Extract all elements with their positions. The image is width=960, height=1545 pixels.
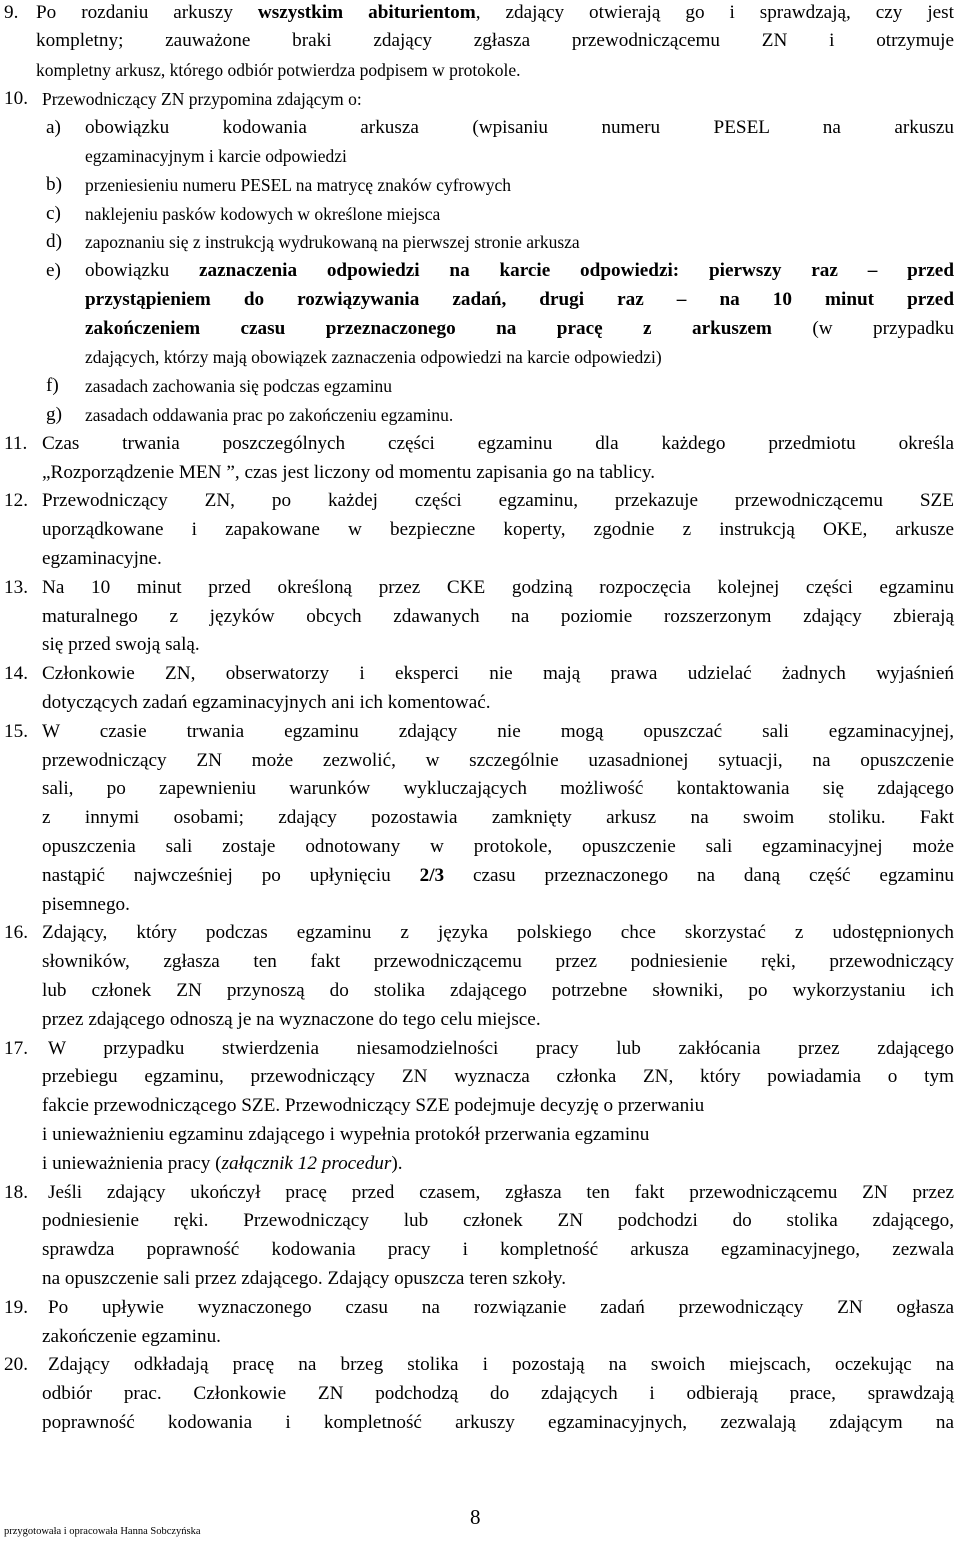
paragraph-line: W czasie trwania egzaminu zdający nie mogą opuszczać sali egzaminacyjnej, <box>42 721 954 742</box>
paragraph-line: egzaminacyjnym i karcie odpowiedzi <box>85 146 347 166</box>
item-number: 11. <box>4 433 28 454</box>
item-number: 18. <box>4 1182 28 1203</box>
paragraph-line: przewodniczący ZN może zezwolić, w szczególnie uzasadnionej sytuacji, na opuszczenie <box>42 750 954 771</box>
paragraph-line: „Rozporządzenie MEN ”, czas jest liczony od momentu zapisania go na tablicy. <box>42 462 656 483</box>
paragraph-line: zakończeniem czasu przeznaczonego na pracę z arkuszem (w przypadku <box>85 318 954 339</box>
paragraph-line: sprawdza poprawność kodowania pracy i kompletność arkusza egzaminacyjnego, zezwala <box>42 1239 954 1260</box>
item-number: 9. <box>4 2 19 23</box>
item-number: 14. <box>4 663 28 684</box>
paragraph-line: zakończenie egzaminu. <box>42 1326 221 1347</box>
paragraph-line: się przed swoją salą. <box>42 634 200 655</box>
paragraph-line: sali, po zapewnieniu warunków wykluczających możliwość kontaktowania się zdającego <box>42 778 954 799</box>
subitem-label: e) <box>46 260 61 281</box>
paragraph-line: egzaminacyjne. <box>42 548 162 569</box>
paragraph-line: Przewodniczący ZN przypomina zdającym o: <box>42 89 362 109</box>
paragraph-line: lub członek ZN przynoszą do stolika zdającego potrzebne słowniki, po wykorzystaniu ich <box>42 980 954 1001</box>
subitem-label: b) <box>46 174 62 195</box>
item-number: 17. <box>4 1038 28 1059</box>
paragraph-line: fakcie przewodniczącego SZE. Przewodniczący SZE podejmuje decyzję o przerwaniu <box>42 1095 705 1116</box>
paragraph-line: Po rozdaniu arkuszy wszystkim abiturientom, zdający otwierają go i sprawdzają, czy jest <box>36 2 954 23</box>
paragraph-line: zasadach oddawania prac po zakończeniu egzaminu. <box>85 405 454 425</box>
paragraph-line: przeniesieniu numeru PESEL na matrycę znaków cyfrowych <box>85 175 512 195</box>
paragraph-line: z innymi osobami; zdający pozostawia zamknięty arkusz na swoim stoliku. Fakt <box>42 807 954 828</box>
paragraph-line: obowiązku kodowania arkusza (wpisaniu numeru PESEL na arkuszu <box>85 117 954 138</box>
paragraph-line: Czas trwania poszczególnych części egzaminu dla każdego przedmiotu określa <box>42 433 954 454</box>
paragraph-line: naklejeniu pasków kodowych w określone miejsca <box>85 204 441 224</box>
subitem-label: g) <box>46 404 62 425</box>
item-number: 20. <box>4 1354 28 1375</box>
paragraph-line: Zdający odkładają pracę na brzeg stolika i pozostają na swoich miejscach, oczekując na <box>48 1354 954 1375</box>
paragraph-line: poprawność kodowania i kompletność arkuszy egzaminacyjnych, zezwalają zdającym na <box>42 1412 954 1433</box>
paragraph-line: przebiegu egzaminu, przewodniczący ZN wyznacza członka ZN, który powiadamia o tym <box>42 1066 954 1087</box>
paragraph-line: Jeśli zdający ukończył pracę przed czasem, zgłasza ten fakt przewodniczącemu ZN przez <box>48 1182 954 1203</box>
item-number: 13. <box>4 577 28 598</box>
paragraph-line: zdających, którzy mają obowiązek zaznaczenia odpowiedzi na karcie odpowiedzi) <box>85 347 662 367</box>
item-number: 15. <box>4 721 28 742</box>
footer-author-note: przygotowała i opracowała Hanna Sobczyńska <box>4 1526 201 1537</box>
paragraph-line: Przewodniczący ZN, po każdej części egzaminu, przekazuje przewodniczącemu SZE <box>42 490 954 511</box>
paragraph-line: kompletny; zauważone braki zdający zgłasza przewodniczącemu ZN i otrzymuje <box>36 30 954 51</box>
paragraph-line: zapoznaniu się z instrukcją wydrukowaną na pierwszej stronie arkusza <box>85 232 580 252</box>
paragraph-line: odbiór prac. Członkowie ZN podchodzą do zdających i odbierają prace, sprawdzają <box>42 1383 954 1404</box>
paragraph-line: i unieważnienia pracy (załącznik 12 procedur). <box>42 1153 403 1174</box>
paragraph-line: podniesienie ręki. Przewodniczący lub członek ZN podchodzi do stolika zdającego, <box>42 1210 954 1231</box>
subitem-label: f) <box>46 375 59 396</box>
paragraph-line: i unieważnieniu egzaminu zdającego i wypełnia protokół przerwania egzaminu <box>42 1124 650 1145</box>
paragraph-line: nastąpić najwcześniej po upłynięciu 2/3 czasu przeznaczonego na daną część egzaminu <box>42 865 955 886</box>
subitem-label: c) <box>46 203 61 224</box>
paragraph-line: Po upływie wyznaczonego czasu na rozwiązanie zadań przewodniczący ZN ogłasza <box>48 1297 954 1318</box>
paragraph-line: przystąpieniem do rozwiązywania zadań, drugi raz – na 10 minut przed <box>85 289 954 310</box>
paragraph-line: Członkowie ZN, obserwatorzy i eksperci nie mają prawa udzielać żadnych wyjaśnień <box>42 663 954 684</box>
item-number: 19. <box>4 1297 28 1318</box>
paragraph-line: obowiązku zaznaczenia odpowiedzi na karcie odpowiedzi: pierwszy raz – przed <box>85 260 954 281</box>
paragraph-line: W przypadku stwierdzenia niesamodzielności pracy lub zakłócania przez zdającego <box>48 1038 954 1059</box>
paragraph-line: Zdający, który podczas egzaminu z języka polskiego chce skorzystać z udostępnionych <box>42 922 954 943</box>
paragraph-line: uporządkowane i zapakowane w bezpieczne koperty, zgodnie z instrukcją OKE, arkusze <box>42 519 954 540</box>
paragraph-line: opuszczenia sali zostaje odnotowany w protokole, opuszczenie sali egzaminacyjnej może <box>42 836 954 857</box>
paragraph-line: pisemnego. <box>42 894 130 915</box>
paragraph-line: zasadach zachowania się podczas egzaminu <box>85 376 393 396</box>
paragraph-line: Na 10 minut przed określoną przez CKE godziną rozpoczęcia kolejnej części egzaminu <box>42 577 954 598</box>
subitem-label: d) <box>46 231 62 252</box>
item-number: 12. <box>4 490 28 511</box>
item-number: 10. <box>4 88 28 109</box>
paragraph-line: dotyczących zadań egzaminacyjnych ani ich komentować. <box>42 692 491 713</box>
item-number: 16. <box>4 922 28 943</box>
page-number: 8 <box>470 1505 481 1529</box>
subitem-label: a) <box>46 117 61 138</box>
paragraph-line: na opuszczenie sali przez zdającego. Zdający opuszcza teren szkoły. <box>42 1268 567 1289</box>
paragraph-line: przez zdającego odnoszą je na wyznaczone do tego celu miejsce. <box>42 1009 541 1030</box>
paragraph-line: kompletny arkusz, którego odbiór potwierdza podpisem w protokole. <box>36 60 521 80</box>
paragraph-line: słowników, zgłasza ten fakt przewodniczącemu przez podniesienie ręki, przewodniczący <box>42 951 954 972</box>
paragraph-line: maturalnego z języków obcych zdawanych na poziomie rozszerzonym zdający zbierają <box>42 606 954 627</box>
